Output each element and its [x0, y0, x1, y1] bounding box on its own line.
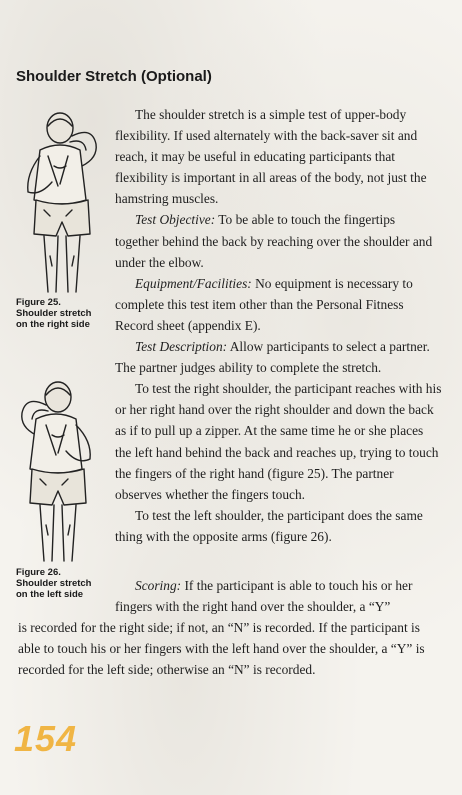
description-paragraph — [115, 336, 442, 378]
body-text-column — [115, 104, 442, 547]
right-shoulder-paragraph: To test the right shoulder, the participant reaches with his or her right hand over the right shoulder and down the back as if to pull up a zipper. At the same time he or she places the left hand behind the back and reaches up, trying to touch the fingers of the right hand (figure 25). The partner observes whether the fingers touch. — [115, 381, 442, 502]
intro-paragraph: The shoulder stretch is a simple test of upper-body flexibility. If used alternately with the back-saver sit and reach, it may be useful in educating participants that flexibility is important in all areas of the body, not just the hamstring muscles. — [115, 107, 427, 207]
figure-25-caption — [16, 297, 116, 330]
scoring-text-part1: If the participant is able to touch his or her fingers with the right hand over the shoulder, a “Y” — [115, 578, 413, 615]
scoring-label: Scoring: — [135, 578, 182, 593]
description-text: Allow participants to select a partner. The partner judges ability to complete the stretch. — [115, 339, 430, 376]
left-shoulder-paragraph: To test the left shoulder, the participant does the same thing with the opposite arms (figure 26). — [115, 507, 423, 544]
figure-25-illustration — [14, 106, 104, 296]
objective-label: Test Objective: — [135, 212, 216, 228]
figure-25-caption-line1: Shoulder stretch — [16, 308, 92, 319]
figure-25-caption-line2: on the right side — [16, 319, 90, 330]
objective-paragraph — [115, 209, 442, 272]
figure-25-label: Figure 25. — [16, 297, 61, 308]
figure-26-caption-line2: on the left side — [16, 589, 84, 600]
figure-26-label: Figure 26. — [16, 567, 61, 578]
scoring-text-part2: is recorded for the right side; if not, an “N” is recorded. If the participant is able to touch his or her fingers with the left hand over the shoulder, a “Y” is recorded for the left side; otherwise an “N” is recorded. — [18, 620, 425, 678]
scoring-paragraph — [115, 575, 442, 617]
figure-26-illustration — [14, 375, 104, 565]
description-label: Test Description: — [135, 339, 228, 355]
equipment-paragraph — [115, 273, 442, 336]
equipment-label: Equipment/Facilities: — [135, 275, 252, 291]
scoring-paragraph-continued — [18, 617, 444, 680]
section-title: Shoulder Stretch (Optional) — [16, 68, 212, 85]
objective-text: To be able to touch the fingertips together behind the back by reaching over the shoulder and under the elbow. — [115, 212, 433, 270]
scoring-paragraph-start — [115, 575, 442, 617]
figure-26-caption — [16, 567, 116, 600]
figure-26-caption-line1: Shoulder stretch — [16, 578, 92, 589]
page-number: 154 — [14, 718, 78, 759]
equipment-text: No equipment is necessary to complete this test item other than the Personal Fitness Record sheet (appendix E). — [115, 275, 413, 333]
